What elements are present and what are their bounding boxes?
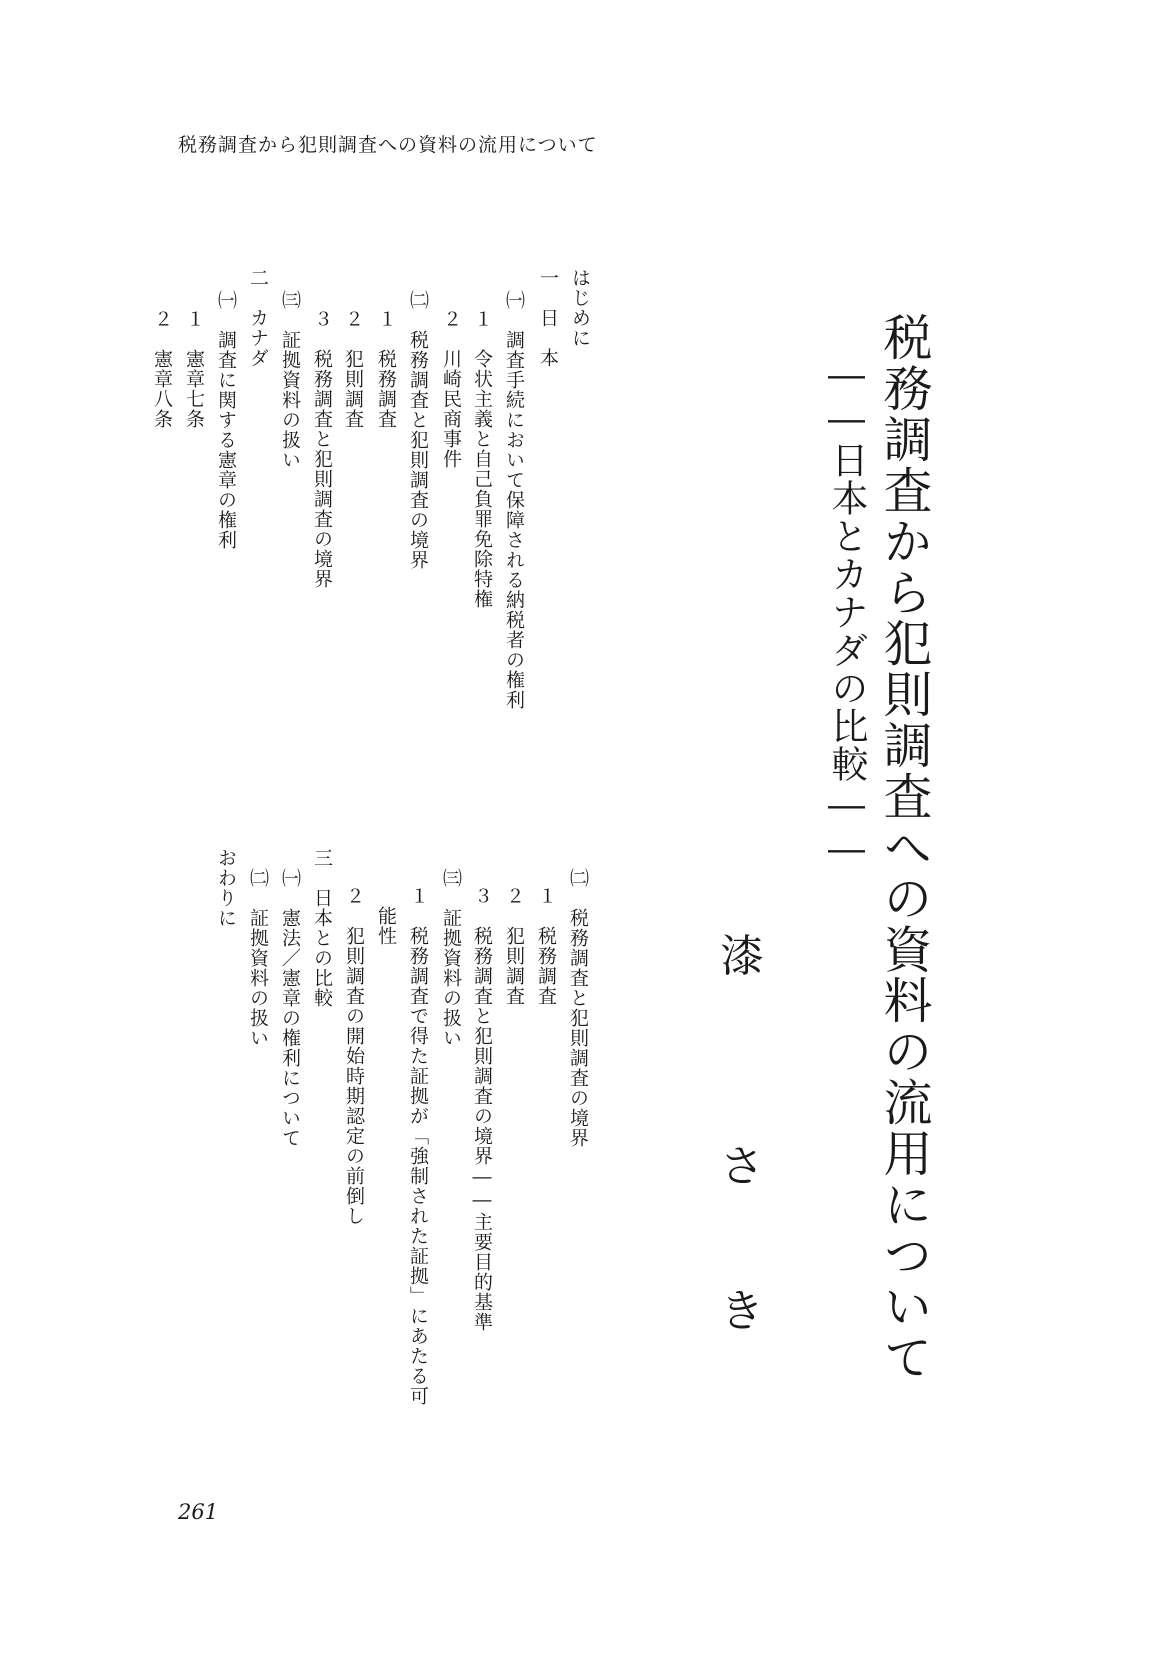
toc-item: １ 税務調査	[535, 886, 557, 1006]
toc-item: １ 税務調査で得た証拠が「強制された証拠」にあたる可	[407, 886, 429, 1406]
toc-item: ㈠ 憲法／憲章の権利について	[279, 868, 301, 1148]
toc-item: ㈡ 税務調査と犯則調査の境界	[567, 868, 589, 1148]
toc-item: ３ 税務調査と犯則調査の境界――主要目的基準	[471, 886, 493, 1332]
author-name-char-1: 漆	[720, 931, 764, 982]
toc-item: ２ 川崎民商事件	[440, 309, 462, 469]
toc-item: ㈠ 調査手続において保障される納税者の権利	[503, 290, 525, 710]
toc-item: ２ 犯則調査	[342, 309, 364, 429]
author-name-char-2: さ	[720, 1141, 764, 1192]
author-name-char-3: き	[720, 1286, 764, 1337]
toc-item: ㈠ 調査に関する憲章の権利	[215, 290, 237, 550]
toc-item: はじめに	[569, 268, 591, 348]
toc-item: ㈡ 証拠資料の扱い	[247, 868, 269, 1048]
toc-item: 一 日 本	[537, 268, 559, 368]
page-number: 261	[178, 1500, 219, 1524]
toc-item: ２ 犯則調査の開始時期認定の前倒し	[343, 886, 365, 1226]
toc-item: １ 税務調査	[375, 309, 397, 429]
toc-item: 二 カナダ	[247, 268, 269, 368]
toc-item: ３ 税務調査と犯則調査の境界	[311, 309, 333, 589]
toc-item: ㈡ 税務調査と犯則調査の境界	[407, 290, 429, 570]
toc-item: ２ 憲章八条	[151, 309, 173, 429]
article-title: 税務調査から犯則調査への資料の流用について	[876, 312, 933, 1383]
toc-item: 能性	[375, 906, 397, 946]
toc-item: １ 令状主義と自己負罪免除特権	[471, 309, 493, 609]
toc-item: ㈢ 証拠資料の扱い	[279, 290, 301, 470]
article-subtitle: ――日本とカナダの比較――	[825, 353, 868, 871]
toc-item: ㈢ 証拠資料の扱い	[440, 868, 462, 1048]
toc-item: おわりに	[215, 848, 237, 928]
toc-item: ２ 犯則調査	[503, 886, 525, 1006]
running-head: 税務調査から犯則調査への資料の流用について	[178, 134, 598, 156]
toc-item: 三 日本との比較	[311, 848, 333, 1008]
toc-item: １ 憲章七条	[183, 309, 205, 429]
